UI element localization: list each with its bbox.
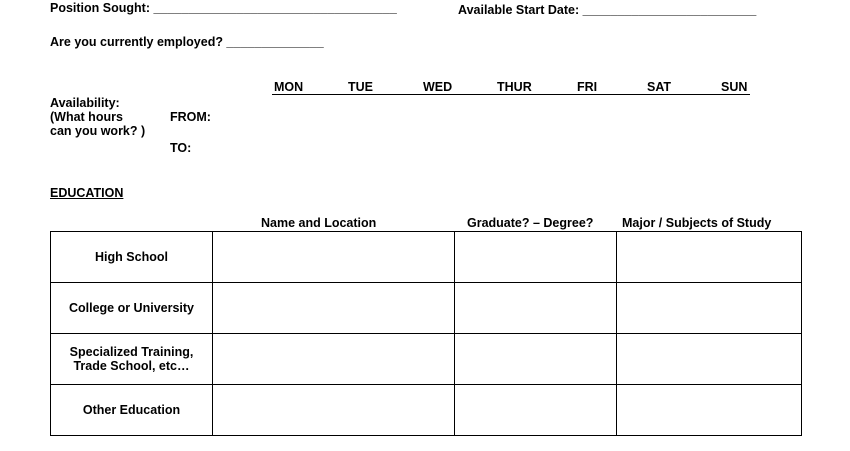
cell-graduate-degree[interactable] xyxy=(455,283,617,334)
col-name-location: Name and Location xyxy=(261,216,377,230)
day-wed: WED xyxy=(423,80,453,94)
col-graduate-degree: Graduate? – Degree? xyxy=(467,216,594,230)
table-row xyxy=(51,232,802,283)
col-major-subjects: Major / Subjects of Study xyxy=(622,216,772,230)
cell-name-location[interactable] xyxy=(213,334,455,385)
table-row xyxy=(51,283,802,334)
education-title: EDUCATION xyxy=(50,186,124,200)
table-row xyxy=(51,385,802,436)
cell-graduate-degree[interactable] xyxy=(455,385,617,436)
day-mon: MON xyxy=(274,80,304,94)
row-label-line1: High School xyxy=(95,250,168,264)
row-label-line1: Other Education xyxy=(82,403,181,417)
cell-name-location[interactable] xyxy=(213,283,455,334)
availability-to-label: TO: xyxy=(170,141,192,155)
row-label-line1: College or University xyxy=(68,301,195,315)
position-sought-field[interactable]: Position Sought: ___________________________________ xyxy=(50,1,397,15)
table-row xyxy=(51,334,802,385)
day-fri: FRI xyxy=(577,80,598,94)
cell-major-subjects[interactable] xyxy=(617,232,802,283)
day-tue: TUE xyxy=(348,80,373,94)
cell-major-subjects[interactable] xyxy=(617,334,802,385)
day-thur: THUR xyxy=(497,80,532,94)
cell-graduate-degree[interactable] xyxy=(455,334,617,385)
cell-major-subjects[interactable] xyxy=(617,283,802,334)
currently-employed-field[interactable]: Are you currently employed? ______________ xyxy=(50,35,324,49)
row-label-college xyxy=(51,283,213,334)
availability-label-line2: (What hours xyxy=(50,110,123,124)
row-label-specialized-training xyxy=(51,334,213,385)
availability-from-label: FROM: xyxy=(170,110,211,124)
day-sun: SUN xyxy=(721,80,748,94)
availability-label-line3: can you work? ) xyxy=(50,124,146,138)
cell-name-location[interactable] xyxy=(213,232,455,283)
row-label-other-education xyxy=(51,385,213,436)
day-sat: SAT xyxy=(647,80,672,94)
row-label-high-school xyxy=(51,232,213,283)
cell-name-location[interactable] xyxy=(213,385,455,436)
availability-label-line1: Availability: xyxy=(50,96,120,110)
availability-label xyxy=(50,96,145,138)
start-date-field[interactable]: Available Start Date: _________________________ xyxy=(458,3,757,17)
row-label-line1: Specialized Training, xyxy=(69,345,194,359)
days-underline xyxy=(272,94,750,95)
education-table xyxy=(50,231,802,436)
row-label-line2: Trade School, etc… xyxy=(73,359,190,373)
cell-major-subjects[interactable] xyxy=(617,385,802,436)
cell-graduate-degree[interactable] xyxy=(455,232,617,283)
